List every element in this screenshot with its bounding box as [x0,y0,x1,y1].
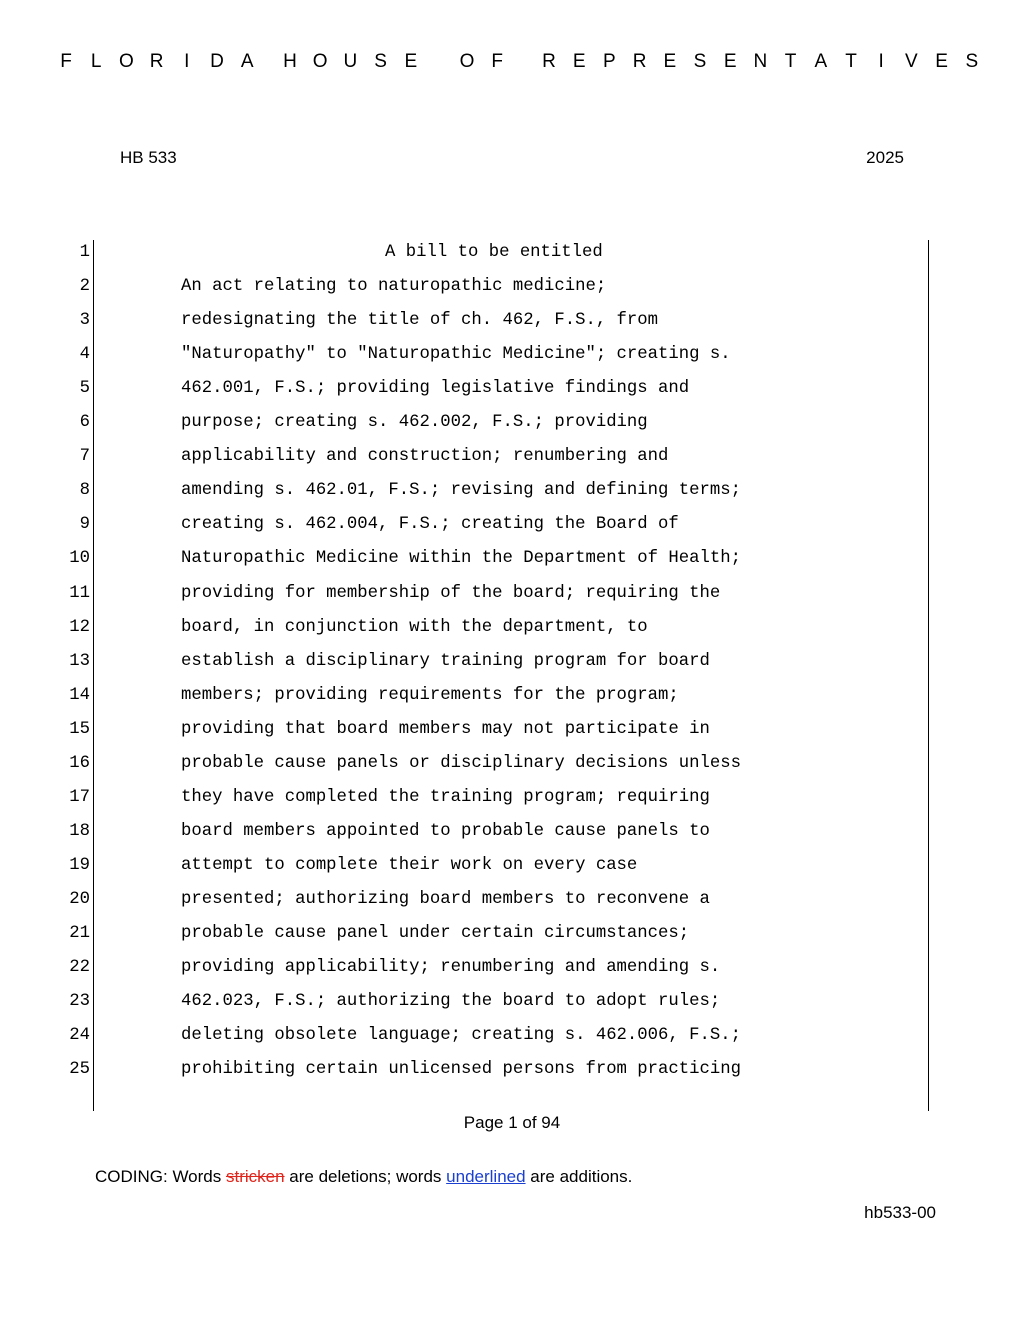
banner-letter: I [878,51,884,72]
line-text: establish a disciplinary training program for board [181,651,710,671]
page-number: Page 1 of 94 [463,1113,561,1132]
line-text: providing for membership of the board; requiring the [181,583,721,603]
line-number: 25 [69,1060,90,1080]
banner-letter: U [343,51,358,72]
bill-line [0,716,1024,750]
bill-line [0,614,1024,648]
bill-line [0,511,1024,545]
line-text: creating s. 462.004, F.S.; creating the Board of [181,515,679,535]
line-text: providing applicability; renumbering and amending s. [181,958,721,978]
bill-line [0,409,1024,443]
bill-line [0,852,1024,886]
banner-letter: O [119,51,134,72]
banner-letter: F [491,51,503,72]
banner-letter: S [374,51,387,72]
line-number: 18 [69,821,90,841]
line-text: amending s. 462.01, F.S.; revising and defining terms; [181,481,742,501]
bill-line [0,818,1024,852]
banner-letter: I [184,51,190,72]
line-text: providing that board members may not participate in [181,719,710,739]
line-text: prohibiting certain unlicensed persons from practicing [181,1060,742,1080]
banner-letter: P [603,51,616,72]
banner-letter: H [283,51,297,72]
bill-line [0,954,1024,988]
bill-line [0,545,1024,579]
line-number: 24 [69,1026,90,1046]
line-number: 10 [69,549,90,569]
line-number: 19 [69,855,90,875]
line-text: probable cause panel under certain circumstances; [181,924,690,943]
line-text: members; providing requirements for the program; [181,685,679,705]
line-number: 16 [69,753,90,773]
banner-letter: R [149,51,164,72]
line-text: they have completed the training program; requiring [181,787,710,807]
line-text: attempt to complete their work on every case [181,855,638,875]
line-number: 21 [69,924,90,943]
line-number: 20 [69,889,90,909]
coding-stricken-word: stricken [225,1167,285,1186]
bill-line [0,580,1024,614]
bill-line [0,1022,1024,1056]
banner-letter: V [905,51,918,72]
banner-letter: L [90,51,102,72]
line-number: 6 [79,413,90,433]
banner-letter: O [459,51,475,72]
chamber-banner [0,48,1024,76]
line-text: purpose; creating s. 462.002, F.S.; providing [181,413,648,433]
bill-number: HB 533 [120,148,177,167]
bill-line [0,477,1024,511]
banner-letter: E [935,51,948,72]
line-number: 22 [69,958,90,978]
bill-line [0,682,1024,716]
banner-letter: S [965,51,979,72]
banner-letter: O [312,51,328,72]
line-number: 8 [79,481,90,501]
line-number: 14 [69,685,90,705]
line-text: presented; authorizing board members to reconvene a [181,889,710,909]
line-text: redesignating the title of ch. 462, F.S., from [181,311,659,331]
line-text: 462.023, F.S.; authorizing the board to adopt rules; [181,992,721,1012]
coding-underlined-word: underlined [446,1167,526,1186]
banner-letter: A [240,51,254,72]
line-number: 9 [79,515,90,535]
bill-line [0,750,1024,784]
bill-line [0,784,1024,818]
banner-letter: R [542,51,556,72]
bill-line [0,988,1024,1022]
bill-line [0,920,1024,954]
bill-line [0,307,1024,341]
bill-line [0,273,1024,307]
line-text: "Naturopathy" to "Naturopathic Medicine"; creating s. [181,345,731,365]
line-number: 17 [69,787,90,807]
line-number: 11 [69,583,90,603]
bill-line [0,239,1024,273]
line-text: 462.001, F.S.; providing legislative findings and [181,379,690,399]
banner-letter: A [814,51,828,72]
coding-middle: are deletions; words [284,1167,447,1186]
bill-line [0,648,1024,682]
coding-suffix: are additions. [525,1167,633,1186]
banner-letter: E [663,51,677,72]
bill-line [0,443,1024,477]
banner-letter: E [572,51,586,72]
line-text: deleting obsolete language; creating s. 462.006, F.S.; [181,1026,742,1046]
line-text: Naturopathic Medicine within the Department of Health; [181,549,742,569]
line-number: 5 [79,379,90,399]
line-number: 12 [69,617,90,637]
line-number: 3 [79,311,90,331]
line-number: 23 [69,992,90,1012]
coding-legend [95,1166,632,1188]
line-text: applicability and construction; renumbering and [181,447,669,467]
line-text: probable cause panels or disciplinary decisions unless [181,753,742,773]
bill-heading: A bill to be entitled [385,243,603,262]
document-code: hb533-00 [864,1203,936,1222]
line-number: 15 [69,719,90,739]
line-number: 13 [69,651,90,671]
line-number: 7 [79,447,90,467]
bill-line [0,886,1024,920]
bill-year: 2025 [866,148,904,167]
banner-letter: N [753,51,768,72]
line-text: board, in conjunction with the department, to [181,617,648,637]
banner-letter: R [632,51,647,72]
line-number: 1 [79,243,90,262]
banner-letter: F [60,51,72,72]
line-text: board members appointed to probable cause panels to [181,821,710,841]
coding-prefix: CODING: Words [95,1167,226,1186]
bill-line [0,1056,1024,1090]
banner-letter: T [784,51,797,72]
line-text: An act relating to naturopathic medicine; [181,277,607,297]
bill-line [0,375,1024,409]
banner-letter: D [210,51,224,72]
banner-letter: T [845,51,857,72]
banner-letter: S [693,51,707,72]
banner-letter: E [723,51,737,72]
banner-letter: E [404,51,418,72]
bill-line [0,341,1024,375]
line-number: 2 [79,277,90,297]
line-number: 4 [79,345,90,365]
